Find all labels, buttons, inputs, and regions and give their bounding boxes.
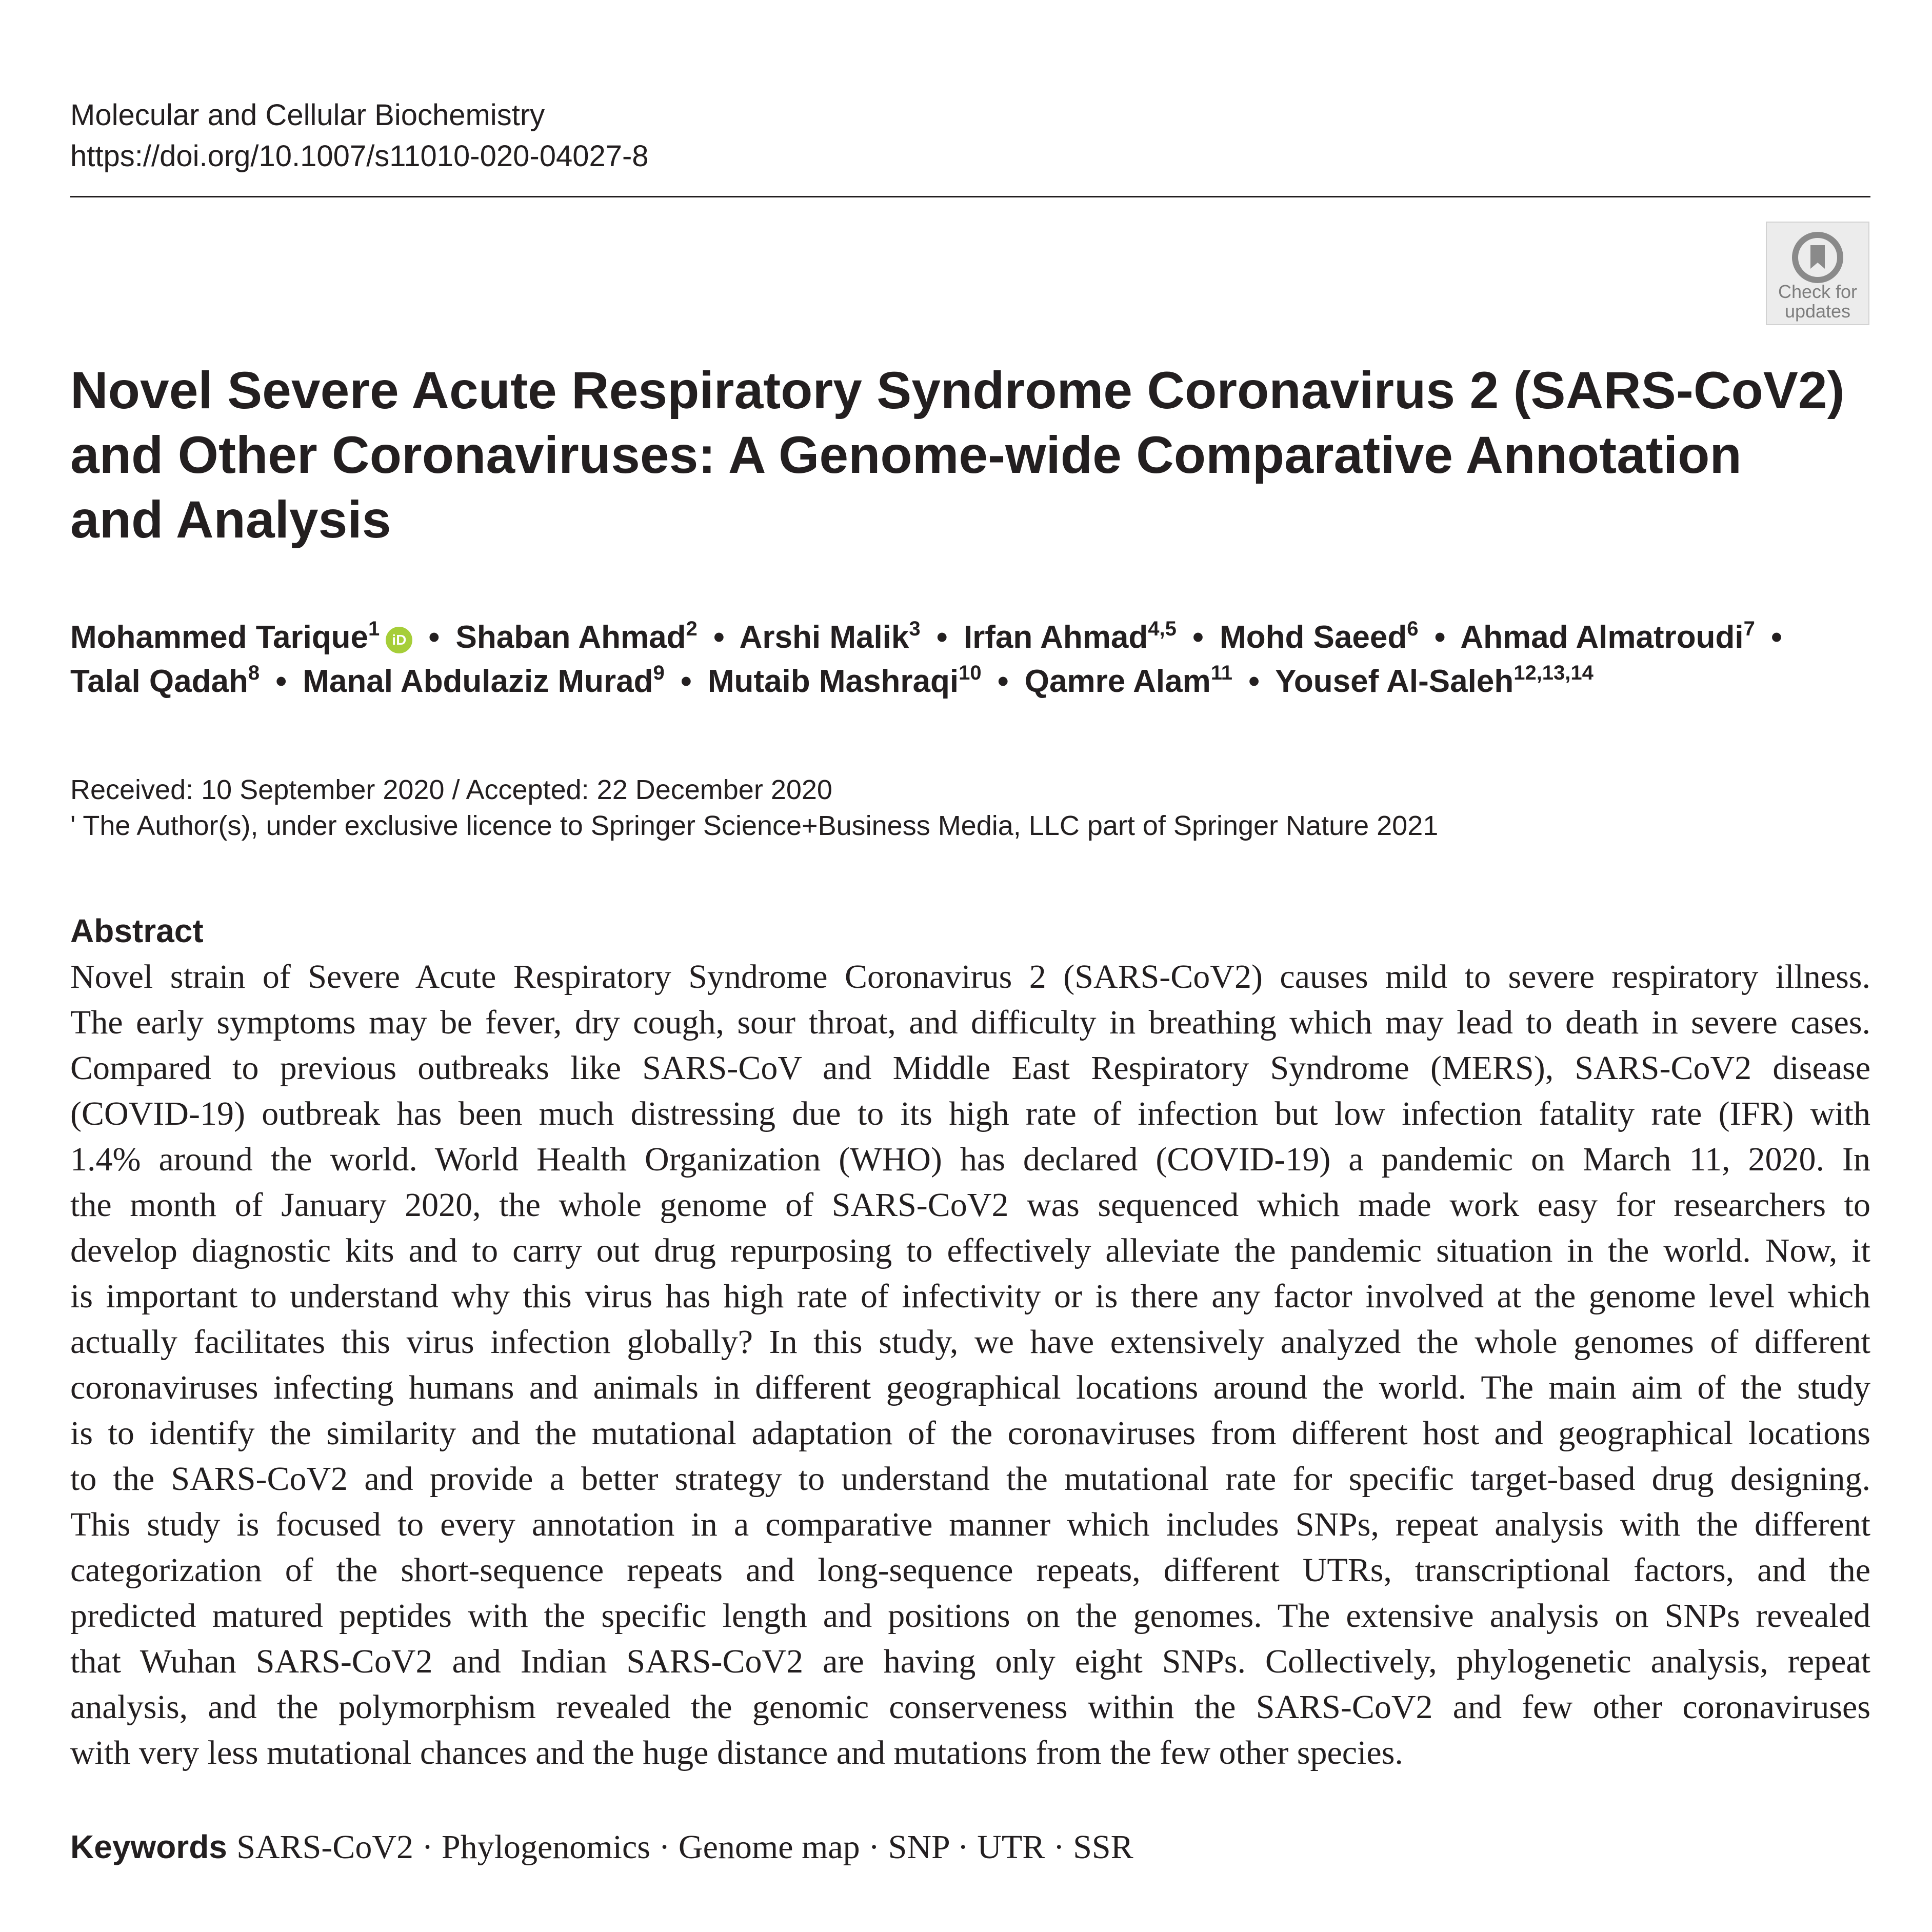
author-separator: • [936,620,948,655]
received-accepted: Received: 10 September 2020 / Accepted: 22 December 2020 [70,774,832,805]
title-line: Novel Severe Acute Respiratory Syndrome Coronavirus 2 (SARS-CoV2) [70,361,1845,420]
author-name[interactable]: Mohammed Tarique [70,620,369,655]
author-affiliation: 7 [1743,618,1755,640]
author-separator: • [1192,620,1204,655]
author-list [70,615,1876,704]
author-affiliation: 2 [686,618,698,640]
author-affiliation: 12,13,14 [1513,662,1594,684]
author-name[interactable]: Talal Qadah [70,664,248,699]
copyright-notice: ' The Author(s), under exclusive licence to Springer Science+Business Media, LLC part of Springer Nature 2021 [70,810,1439,841]
bookmark-circle-icon [1791,231,1844,284]
author-separator: • [428,620,440,655]
keywords-list: SARS-CoV2 · Phylogenomics · Genome map · SNP · UTR · SSR [236,1828,1133,1866]
abstract-line: that Wuhan SARS-CoV2 and Indian SARS-CoV2 are having only eight SNPs. Collectively, phylogenetic analysis, repeat [70,1643,1870,1680]
abstract-line: Compared to previous outbreaks like SARS-CoV and Middle East Respiratory Syndrome (MERS), SARS-CoV2 disease [70,1049,1870,1087]
author-separator: • [1248,664,1260,699]
abstract-body [70,954,1870,1776]
author-separator: • [1434,620,1446,655]
author-separator: • [275,664,287,699]
author-name[interactable]: Qamre Alam [1024,664,1211,699]
journal-name: Molecular and Cellular Biochemistry [70,98,545,132]
publication-dates [70,772,1438,844]
author-affiliation: 1 [368,618,380,640]
author-affiliation: 9 [653,662,665,684]
author-separator: • [1771,620,1782,655]
abstract-line: The early symptoms may be fever, dry cough, sour throat, and difficulty in breathing which may lead to death in severe cases. [70,1004,1870,1041]
author-separator: • [680,664,692,699]
journal-header [70,95,649,177]
abstract-line: is to identify the similarity and the mutational adaptation of the coronaviruses from different host and geographical locations [70,1415,1870,1452]
article-title [70,358,1845,552]
author-name[interactable]: Ahmad Almatroudi [1460,620,1744,655]
check-for-updates-label: Check for updates [1778,281,1858,322]
abstract-line: (COVID-19) outbreak has been much distressing due to its high rate of infection but low infection fatality rate (IFR) with [70,1095,1870,1132]
author-line [70,660,1876,704]
keywords-label: Keywords [70,1828,227,1865]
abstract-line: categorization of the short-sequence repeats and long-sequence repeats, different UTRs, transcriptional factors, and the [70,1551,1870,1589]
author-separator: • [713,620,725,655]
abstract-line: to the SARS-CoV2 and provide a better strategy to understand the mutational rate for specific target-based drug designing. [70,1460,1870,1498]
abstract-line: actually facilitates this virus infection globally? In this study, we have extensively analyzed the whole genomes of different [70,1323,1870,1361]
author-affiliation: 8 [248,662,260,684]
author-separator: • [997,664,1009,699]
check-for-updates-badge[interactable] [1766,222,1869,325]
abstract-line: with very less mutational chances and the huge distance and mutations from the few other species. [70,1734,1403,1771]
author-affiliation: 11 [1210,662,1233,684]
title-line: and Other Coronaviruses: A Genome-wide Comparative Annotation [70,426,1742,484]
author-name[interactable]: Mutaib Mashraqi [707,664,959,699]
orcid-icon[interactable]: iD [386,627,412,653]
abstract-line: analysis, and the polymorphism revealed the genomic conserveness within the SARS-CoV2 and few other coronaviruses [70,1688,1870,1726]
doi-link[interactable]: https://doi.org/10.1007/s11010-020-04027-8 [70,140,649,173]
author-affiliation: 3 [909,618,921,640]
abstract-line: the month of January 2020, the whole genome of SARS-CoV2 was sequenced which made work easy for researchers to [70,1186,1870,1224]
author-affiliation: 10 [959,662,982,684]
abstract-heading: Abstract [70,912,204,949]
author-name[interactable]: Irfan Ahmad [963,620,1148,655]
author-affiliation: 6 [1407,618,1419,640]
author-name[interactable]: Shaban Ahmad [455,620,686,655]
author-line [70,615,1876,660]
author-name[interactable]: Arshi Malik [739,620,909,655]
abstract-line: Novel strain of Severe Acute Respiratory Syndrome Coronavirus 2 (SARS-CoV2) causes mild to severe respiratory illness. [70,958,1870,995]
keywords-section [70,1823,1133,1870]
abstract-line: develop diagnostic kits and to carry out drug repurposing to effectively alleviate the pandemic situation in the world. Now, it [70,1232,1870,1269]
header-divider [70,196,1870,197]
abstract-line: This study is focused to every annotation in a comparative manner which includes SNPs, repeat analysis with the different [70,1506,1870,1543]
author-affiliation: 4,5 [1148,618,1177,640]
author-name[interactable]: Yousef Al-Saleh [1275,664,1514,699]
author-name[interactable]: Manal Abdulaziz Murad [303,664,653,699]
abstract-line: coronaviruses infecting humans and animals in different geographical locations around the world. The main aim of the study [70,1369,1870,1406]
abstract-line: 1.4% around the world. World Health Organization (WHO) has declared (COVID-19) a pandemic on March 11, 2020. In [70,1141,1870,1178]
abstract-line: is important to understand why this virus has high rate of infectivity or is there any factor involved at the genome level which [70,1278,1870,1315]
title-line: and Analysis [70,490,391,549]
abstract-line: predicted matured peptides with the specific length and positions on the genomes. The extensive analysis on SNPs revealed [70,1597,1870,1635]
author-name[interactable]: Mohd Saeed [1220,620,1407,655]
